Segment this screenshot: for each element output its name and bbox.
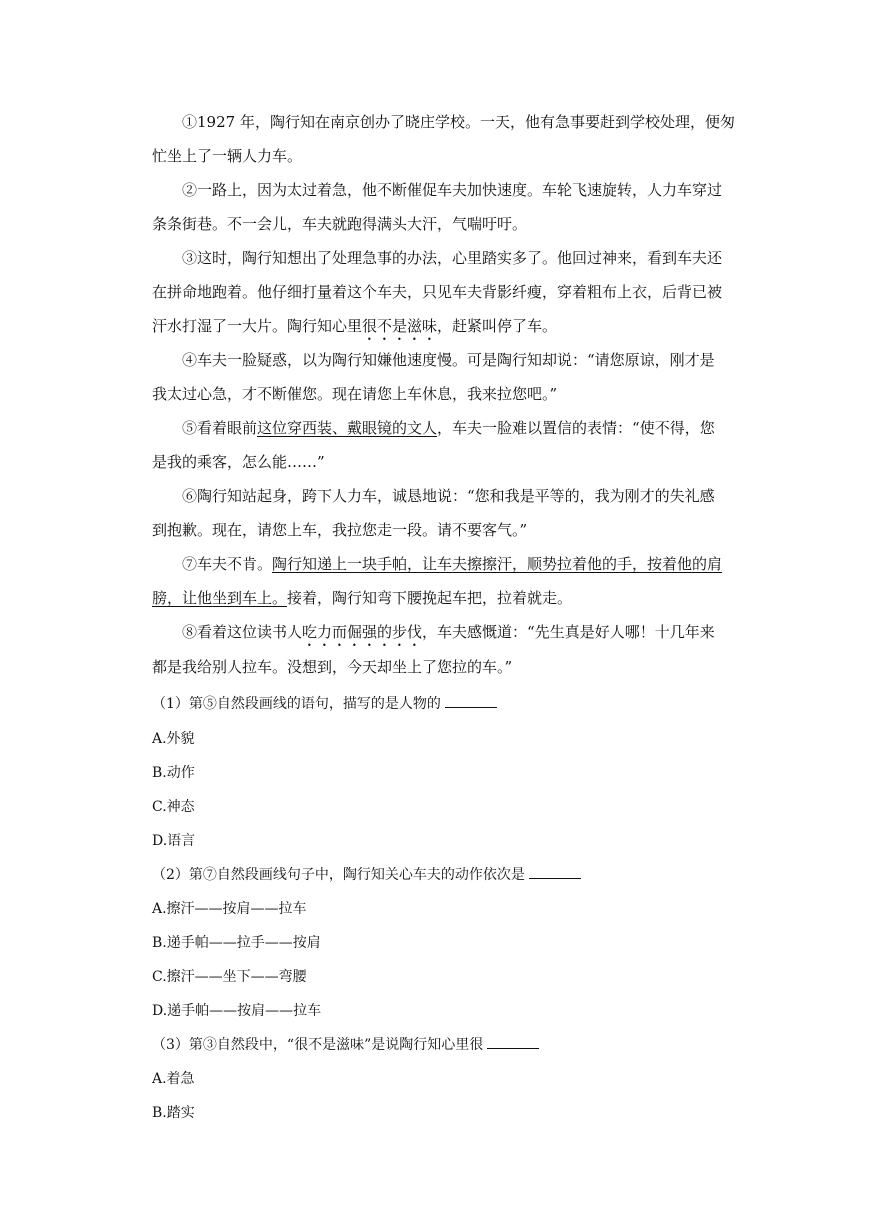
passage-paragraph-7 — [152, 547, 742, 615]
paragraph-line: 是我的乘客，怎么能……” — [152, 453, 325, 471]
text-segment: 汗水打湿了一大片。陶行知心里 — [152, 317, 363, 335]
text-segment: ⑦车夫不肯。 — [182, 555, 273, 573]
option-item[interactable]: B.递手帕——拉手——按肩 — [152, 935, 321, 951]
paragraph-line: 忙坐上了一辆人力车。 — [152, 147, 303, 165]
question-2 — [152, 864, 581, 884]
question-3 — [152, 1034, 539, 1054]
option-item[interactable]: C.神态 — [152, 799, 195, 815]
dotted-phrase: 吃力而倔强的步伐 — [302, 623, 423, 641]
paragraph-line: 都是我给别人拉车。没想到，今天却坐上了您拉的车。” — [152, 658, 513, 676]
dotted-phrase: 很不是滋味 — [362, 317, 438, 335]
underlined-phrase: 这位穿西装、戴眼镜的文人 — [257, 419, 438, 437]
paragraph-line: 条条街巷。不一会儿，车夫就跑得满头大汗，气喘吁吁。 — [152, 215, 528, 233]
paragraph-line: 到抱歉。现在，请您上车，我拉您走一段。请不要客气。” — [152, 521, 528, 539]
option-item[interactable]: B.动作 — [152, 765, 195, 781]
paragraph-line: ②一路上，因为太过着急，他不断催促车夫加快速度。车轮飞速旋转，人力车穿过 — [182, 181, 723, 199]
paragraph-line: ⑥陶行知站起身，跨下人力车，诚恳地说：“您和我是平等的，我为刚才的失礼感 — [182, 487, 715, 505]
question-stem: （3）第③自然段中，“很不是滋味”是说陶行知心里很 — [152, 1037, 484, 1053]
question-stem: （1）第⑤自然段画线的语句，描写的是人物的 — [152, 696, 441, 712]
passage-paragraph-4 — [152, 343, 742, 411]
answer-blank[interactable] — [445, 693, 497, 708]
paragraph-line: ①1927 年，陶行知在南京创办了晓庄学校。一天，他有急事要赶到学校处理，便匆 — [182, 113, 735, 131]
paragraph-line — [152, 547, 742, 581]
underlined-phrase: 陶行知递上一块手帕，让车夫擦擦汗，顺势拉着他的手，按着他的肩 — [272, 555, 723, 573]
question-1 — [152, 693, 497, 713]
option-item[interactable]: C.擦汗——坐下——弯腰 — [152, 969, 307, 985]
paragraph-line: 我太过心急，才不断催您。现在请您上车休息，我来拉您吧。” — [152, 385, 558, 403]
answer-blank[interactable] — [529, 864, 581, 879]
paragraph-line — [152, 309, 742, 344]
option-item[interactable]: B.踏实 — [152, 1105, 195, 1121]
option-item[interactable]: D.语言 — [152, 833, 196, 849]
text-segment: ，车夫感慨道：“先生真是好人哪！十几年来 — [422, 623, 715, 641]
text-segment: ⑤看着眼前 — [182, 419, 258, 437]
passage-paragraph-3 — [152, 241, 742, 344]
option-item[interactable]: A.擦汗——按肩——拉车 — [152, 901, 307, 917]
paragraph-line — [152, 581, 742, 615]
passage-paragraph-2 — [152, 173, 742, 241]
paragraph-line: 在拼命地跑着。他仔细打量着这个车夫，只见车夫背影纤瘦，穿着粗布上衣，后背已被 — [152, 283, 723, 301]
option-item[interactable]: D.递手帕——按肩——拉车 — [152, 1003, 322, 1019]
paragraph-line — [152, 615, 742, 650]
paragraph-line: ④车夫一脸疑惑，以为陶行知嫌他速度慢。可是陶行知却说：“请您原谅，刚才是 — [182, 351, 715, 369]
option-item[interactable]: A.外貌 — [152, 731, 195, 747]
underlined-phrase: 膀，让他坐到车上。 — [152, 589, 288, 607]
passage-paragraph-5 — [152, 411, 742, 479]
text-segment: ，车夫一脸难以置信的表情：“使不得，您 — [437, 419, 715, 437]
question-stem: （2）第⑦自然段画线句子中，陶行知关心车夫的动作依次是 — [152, 867, 525, 883]
option-item[interactable]: A.着急 — [152, 1071, 195, 1087]
paragraph-line — [152, 411, 742, 445]
passage-paragraph-6 — [152, 479, 742, 547]
passage-paragraph-1 — [152, 105, 742, 173]
passage-paragraph-8 — [152, 615, 742, 684]
answer-blank[interactable] — [487, 1034, 539, 1049]
text-segment: ，赶紧叫停了车。 — [437, 317, 558, 335]
text-segment: ⑧看着这位读书人 — [182, 623, 303, 641]
text-segment: 接着，陶行知弯下腰挽起车把，拉着就走。 — [287, 589, 573, 607]
paragraph-line: ③这时，陶行知想出了处理急事的办法，心里踏实多了。他回过神来，看到车夫还 — [182, 249, 723, 267]
